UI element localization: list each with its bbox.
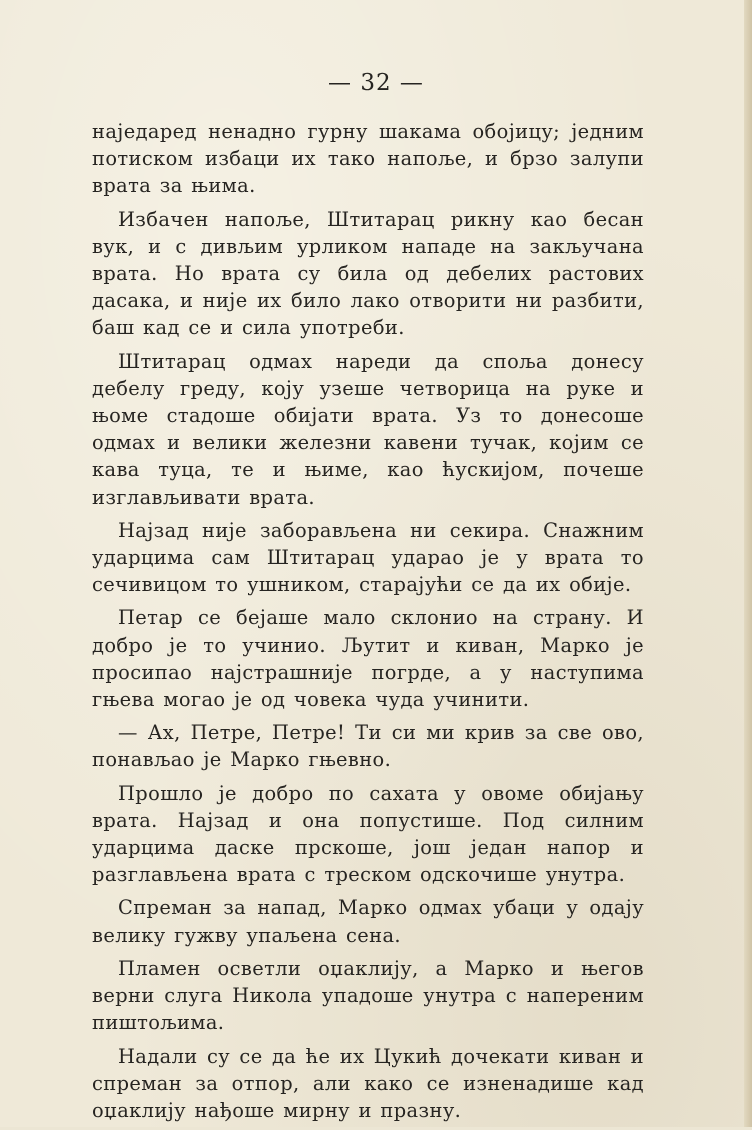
paragraph: Прошло је добро по сахата у овоме обијању врата. Најзад и она попустише. Под силним ударцима даске прскоше, још један напор и разглављена врата с треском одскочише унутра. [92,781,644,887]
paragraph: Штитарац одмах нареди да споља донесу дебелу греду, коју узеше четворица на руке и њоме стадоше обијати врата. Уз то донесоше одмах и велики железни кавени тучак, којим се кава туца, те и њиме, као ћускијом, почеше изглављивати врата. [92,349,644,509]
paragraph: Спреман за напад, Марко одмах убаци у одају велику гужву упаљена сена. [92,896,644,947]
paragraph: наједаред ненадно гурну шакама обојицу; једним потиском избаци их тако напоље, и брзо залупи врата за њима. [92,120,644,198]
paragraph: Избачен напоље, Штитарац рикну као бесан вук, и с дивљим урликом нападе на закључана врата. Но врата су била од дебелих растових дасака, и није их било лако отворити ни разбити, баш кад се и сила употреби. [92,207,644,340]
body-text [92,118,644,1130]
paragraph: Најзад није заборављена ни секира. Снажним ударцима сам Штитарац ударао је у врата то сечивицом то ушником, старајући се да их обије. [92,518,644,597]
page-number: — 32 — [328,70,424,96]
page-edge [744,0,752,1127]
paragraph: Пламен осветли оџаклију, а Марко и његов верни слуга Никола упадоше унутра с напереним пиштољима. [92,956,644,1035]
paragraph: Петар се бејаше мало склонио на страну. И добро је то учинио. Љутит и киван, Марко је просипао најстрашније погрде, а у наступима гњева могао је од човека чуда учинити. [92,606,644,712]
paragraph: Надали су се да ће их Цукић дочекати киван и спреман за отпор, али како се изненадише кад оџаклију нађоше мирну и празну. [92,1044,644,1122]
paragraph: — Ах, Петре, Петре! Ти си ми крив за све ово, понављао је Марко гњевно. [92,721,644,772]
